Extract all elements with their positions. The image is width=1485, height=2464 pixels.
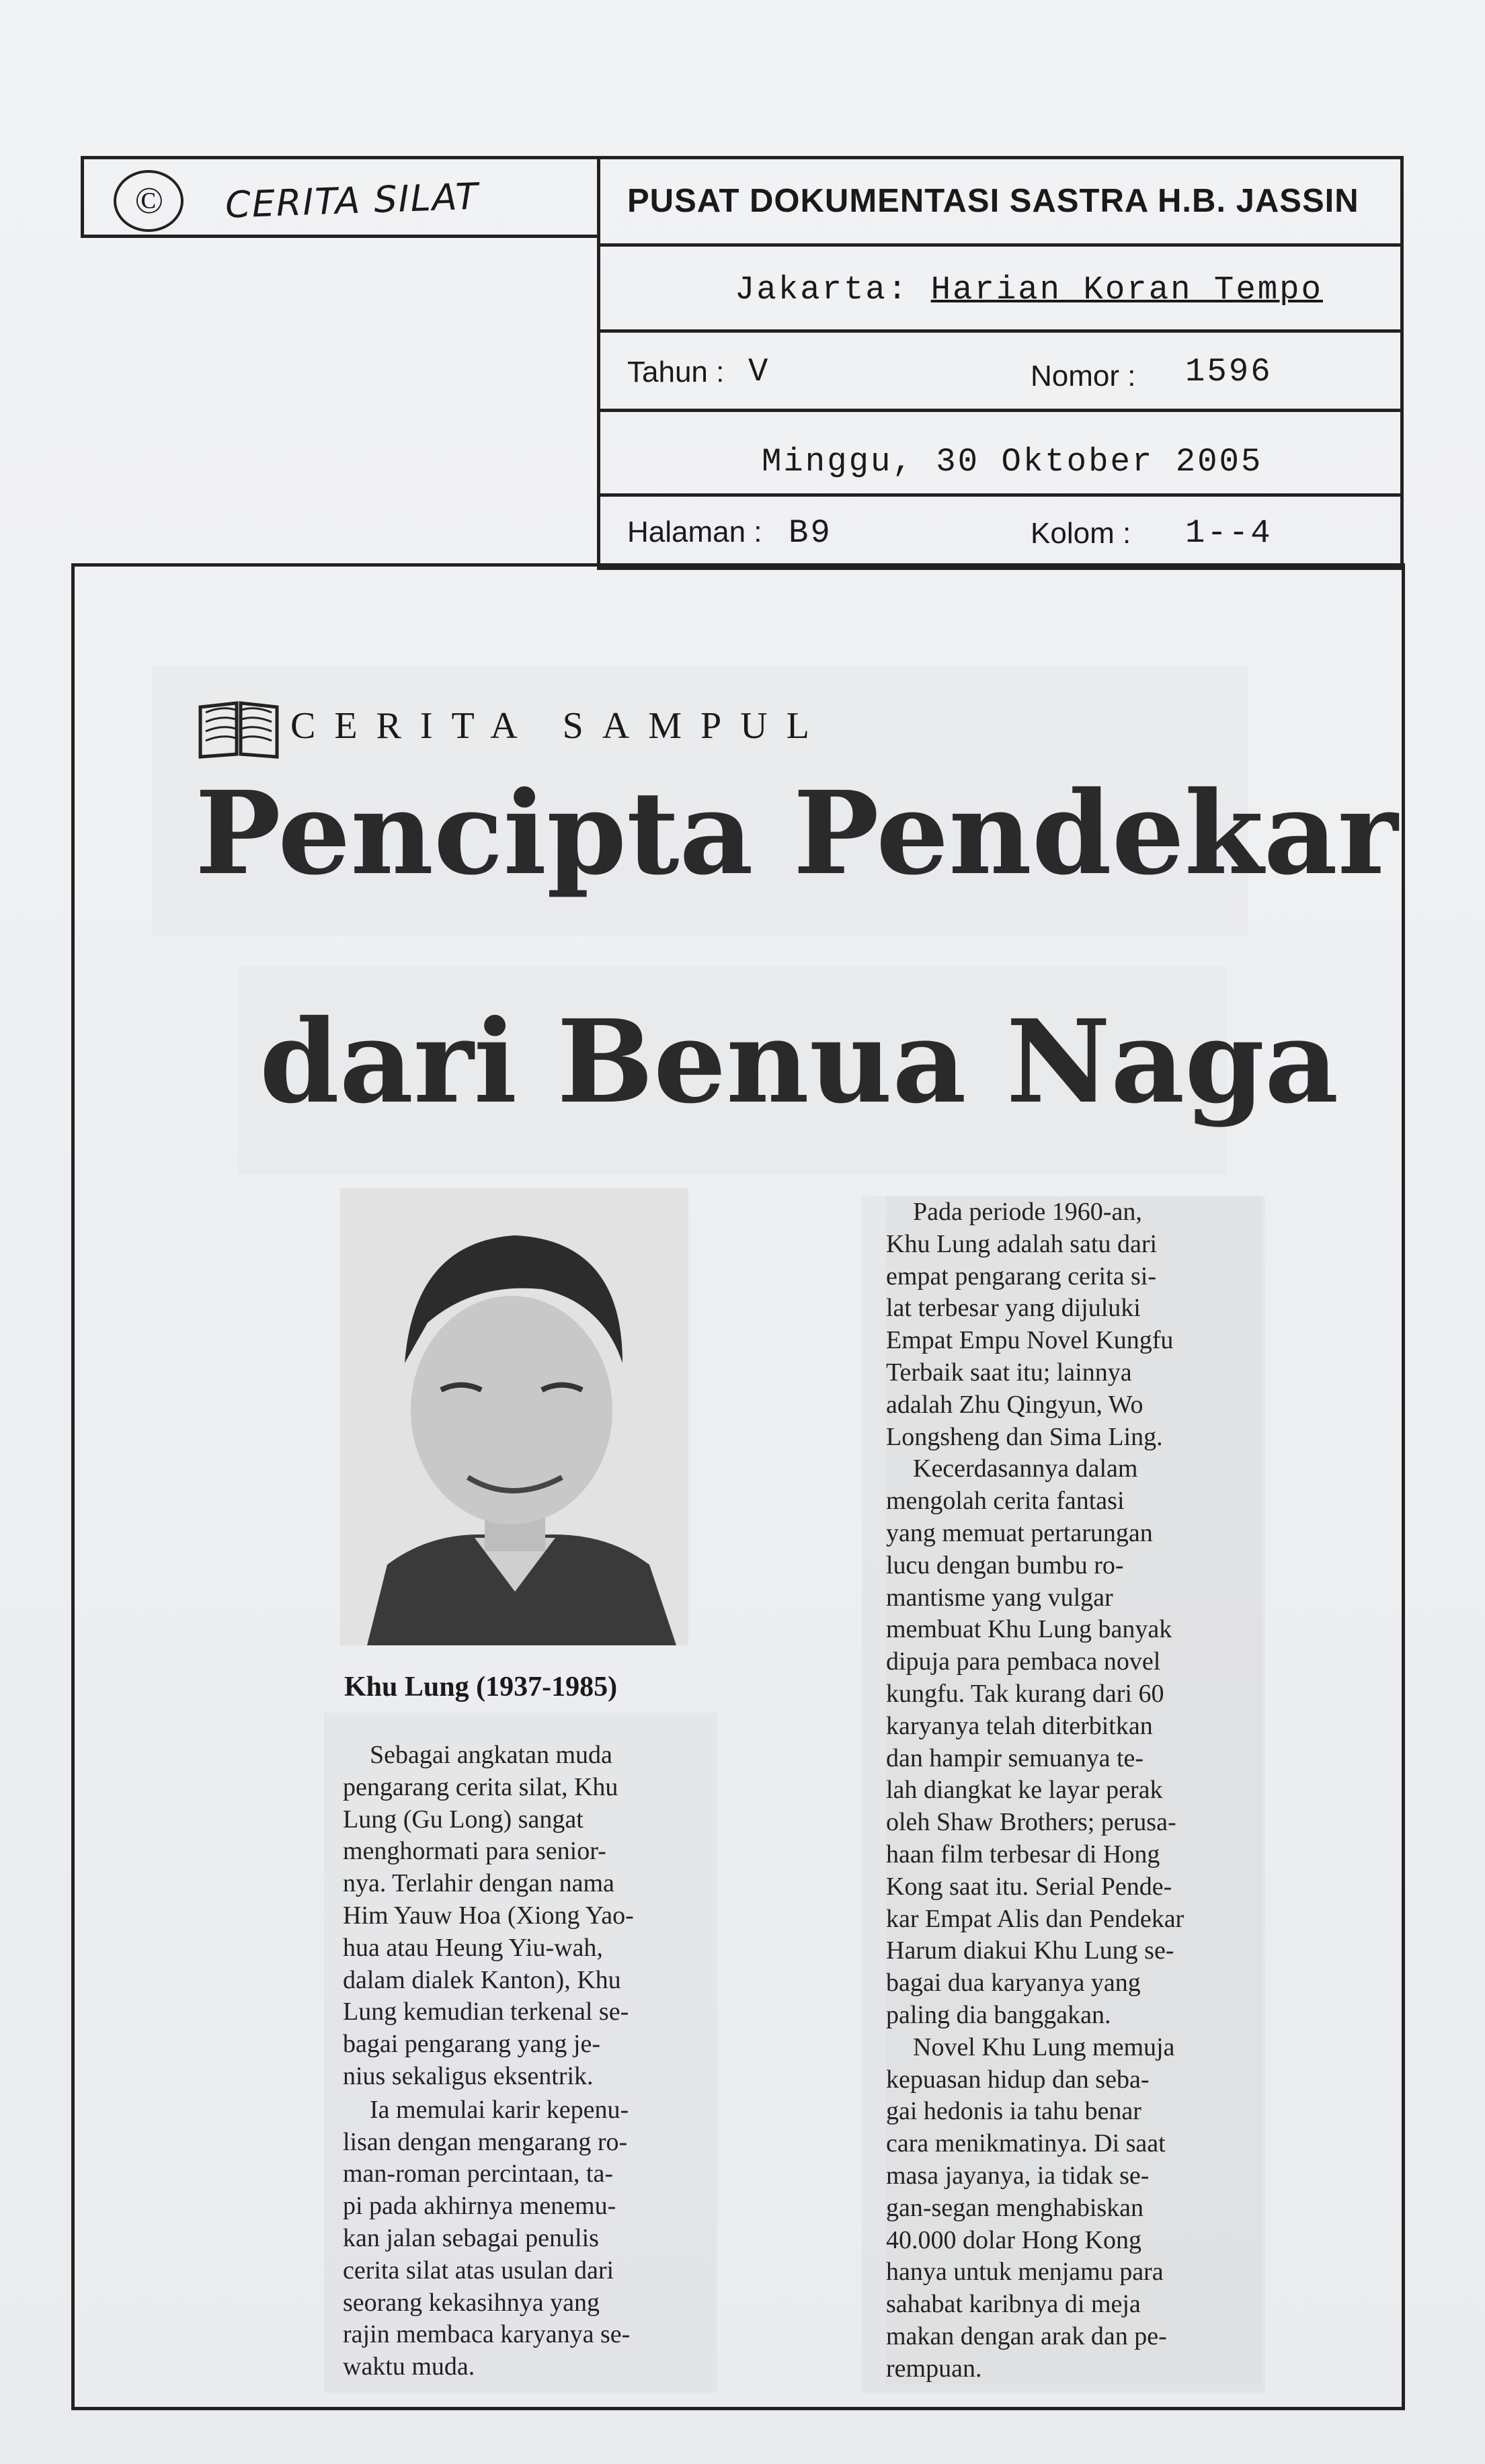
halaman-label: Halaman :	[627, 516, 762, 548]
text-line: Ia memulai karir kepenu-	[370, 2095, 629, 2124]
article-column-right	[886, 1196, 1262, 2385]
text-line: kepuasan hidup dan seba-	[886, 2065, 1150, 2094]
text-line: sahabat karibnya di meja	[886, 2290, 1141, 2319]
text-line: hanya untuk menjamu para	[886, 2258, 1164, 2287]
text-line: lat terbesar yang dijuluki	[886, 1294, 1141, 1323]
text-line: lisan dengan mengarang ro-	[343, 2127, 628, 2156]
text-line: seorang kekasihnya yang	[343, 2288, 600, 2317]
text-line: yang memuat pertarungan	[886, 1518, 1153, 1547]
text-line: Lung kemudian terkenal se-	[343, 1998, 629, 2026]
text-line: nya. Terlahir dengan nama	[343, 1869, 614, 1898]
text-line: Empat Empu Novel Kungfu	[886, 1326, 1174, 1355]
category-box	[81, 156, 597, 238]
text-line: pengarang cerita silat, Khu	[343, 1772, 618, 1801]
text-line: mengolah cerita fantasi	[886, 1487, 1125, 1516]
text-line: man-roman percintaan, ta-	[343, 2160, 613, 2188]
tahun-label: Tahun :	[627, 356, 725, 388]
form-row-organization	[600, 159, 1400, 247]
text-line: Him Yauw Hoa (Xiong Yao-	[343, 1901, 634, 1930]
paragraph	[886, 1196, 1262, 1453]
text-line: hua atau Heung Yiu-wah,	[343, 1933, 603, 1962]
form-row-date	[600, 412, 1400, 497]
text-line: Novel Khu Lung memuja	[913, 2032, 1175, 2061]
text-line: cara menikmatinya. Di saat	[886, 2129, 1166, 2158]
text-line: bagai pengarang yang je-	[343, 2030, 600, 2059]
nomor-value: 1596	[1185, 353, 1273, 391]
text-line: Kong saat itu. Serial Pende-	[886, 1872, 1172, 1901]
text-line: kungfu. Tak kurang dari 60	[886, 1679, 1164, 1708]
text-line: gai hedonis ia tahu benar	[886, 2097, 1141, 2126]
text-line: Pada periode 1960-an,	[913, 1198, 1142, 1226]
text-line: waktu muda.	[343, 2352, 475, 2381]
text-line: kan jalan sebagai penulis	[343, 2223, 599, 2252]
text-line: Terbaik saat itu; lainnya	[886, 1358, 1132, 1387]
text-line: gan-segan menghabiskan	[886, 2193, 1144, 2222]
text-line: haan film terbesar di Hong	[886, 1840, 1160, 1868]
section-kicker: CERITA SAMPUL	[290, 705, 828, 747]
text-line: lah diangkat ke layar perak	[886, 1776, 1163, 1805]
form-row-tahun-nomor	[600, 333, 1400, 412]
source-prefix: Jakarta:	[735, 271, 910, 309]
paragraph	[886, 1453, 1262, 2031]
text-line: 40.000 dolar Hong Kong	[886, 2225, 1141, 2254]
text-line: Longsheng dan Sima Ling.	[886, 1422, 1163, 1451]
text-line: dalam dialek Kanton), Khu	[343, 1965, 621, 1994]
paragraph	[886, 2032, 1262, 2385]
form-row-halaman-kolom	[600, 497, 1400, 573]
source-line	[735, 271, 1323, 309]
text-line: bagai dua karyanya yang	[886, 1969, 1141, 1998]
text-line: adalah Zhu Qingyun, Wo	[886, 1390, 1143, 1419]
text-line: Sebagai angkatan muda	[370, 1741, 612, 1769]
kolom-label: Kolom :	[1031, 517, 1131, 550]
source-name: Harian Koran Tempo	[930, 271, 1323, 309]
halaman-value: B9	[789, 514, 832, 552]
text-line: oleh Shaw Brothers; perusa-	[886, 1808, 1176, 1837]
kolom-value: 1--4	[1185, 514, 1273, 552]
portrait-photo	[340, 1188, 688, 1645]
text-line: makan dengan arak dan pe-	[886, 2322, 1167, 2350]
publication-date: Minggu, 30 Oktober 2005	[762, 443, 1263, 481]
text-line: paling dia banggakan.	[886, 2000, 1111, 2029]
text-line: Lung (Gu Long) sangat	[343, 1805, 584, 1834]
open-book-icon	[196, 692, 281, 759]
paragraph	[343, 1739, 719, 2093]
text-line: rajin membaca karyanya se-	[343, 2320, 631, 2349]
text-line: rempuan.	[886, 2354, 982, 2383]
text-line: dipuja para pembaca novel	[886, 1647, 1161, 1676]
photo-caption: Khu Lung (1937-1985)	[344, 1672, 618, 1702]
text-line: kar Empat Alis dan Pendekar	[886, 1904, 1185, 1933]
documentation-form	[597, 156, 1404, 570]
text-line: menghormati para senior-	[343, 1837, 606, 1866]
text-line: Khu Lung adalah satu dari	[886, 1229, 1158, 1258]
text-line: Harum diakui Khu Lung se-	[886, 1936, 1174, 1965]
headline-line-1: Pencipta Pendekar	[195, 766, 1398, 901]
text-line: dan hampir semuanya te-	[886, 1743, 1144, 1772]
stamp-letter: ©	[134, 180, 163, 222]
tahun-value: V	[748, 353, 770, 391]
text-line: empat pengarang cerita si-	[886, 1262, 1156, 1290]
text-line: membuat Khu Lung banyak	[886, 1615, 1172, 1644]
text-line: mantisme yang vulgar	[886, 1583, 1113, 1612]
headline-line-2: dari Benua Naga	[259, 995, 1339, 1129]
text-line: nius sekaligus eksentrik.	[343, 2061, 594, 2090]
handwritten-category: CERITA SILAT	[225, 175, 480, 227]
text-line: cerita silat atas usulan dari	[343, 2256, 614, 2285]
text-line: pi pada akhirnya menemu-	[343, 2192, 616, 2221]
form-row-source	[600, 247, 1400, 333]
organization-name: PUSAT DOKUMENTASI SASTRA H.B. JASSIN	[627, 183, 1359, 219]
copyright-stamp	[114, 170, 184, 232]
text-line: masa jayanya, ia tidak se-	[886, 2161, 1150, 2190]
paragraph	[343, 2094, 719, 2383]
text-line: karyanya telah diterbitkan	[886, 1711, 1153, 1740]
text-line: Kecerdasannya dalam	[913, 1454, 1138, 1483]
text-line: lucu dengan bumbu ro-	[886, 1551, 1124, 1579]
nomor-label: Nomor :	[1031, 360, 1136, 393]
article-column-left	[343, 1739, 719, 2383]
